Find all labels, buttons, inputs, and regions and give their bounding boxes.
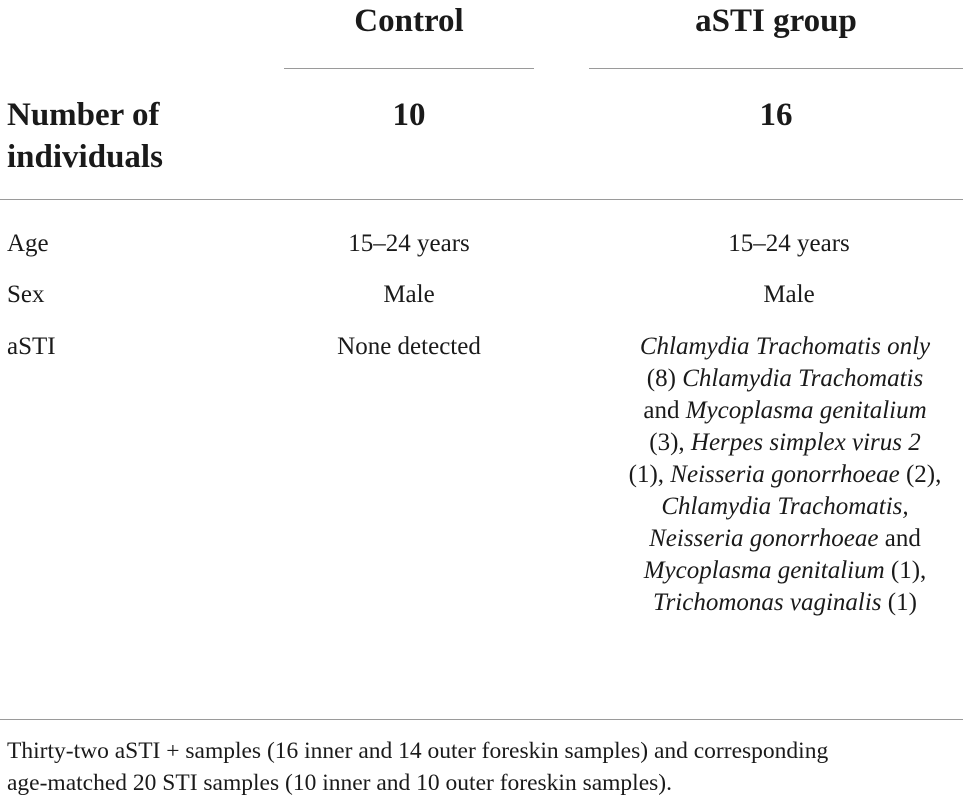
pathogen-name: Chlamydia Trachomatis, — [661, 493, 909, 520]
count-text: (8) — [646, 365, 683, 392]
asti-detail-line — [585, 523, 968, 555]
header-asti-group: aSTI group — [695, 3, 857, 39]
asti-detail-line — [585, 395, 968, 427]
asti-detail-cell — [585, 331, 968, 619]
pathogen-name: Chlamydia Trachomatis only — [639, 333, 931, 360]
footnote-line-1: Thirty-two aSTI + samples (16 inner and 14 outer foreskin samples) and corresponding — [7, 738, 829, 764]
count-text: and — [643, 397, 686, 424]
count-label-line2: individuals — [7, 139, 163, 175]
asti-detail-line — [585, 363, 968, 395]
pathogen-name: Neisseria gonorrhoeae — [649, 525, 879, 552]
header-control: Control — [354, 3, 464, 39]
pathogen-name: Neisseria gonorrhoeae — [670, 461, 900, 488]
pathogen-name: Trichomonas vaginalis — [653, 589, 882, 616]
sex-asti: Male — [763, 281, 815, 308]
asti-detail-line — [585, 331, 968, 363]
asti-detail-line — [585, 555, 968, 587]
count-row-label — [7, 94, 277, 178]
count-asti: 16 — [759, 97, 793, 133]
pathogen-name: Chlamydia Trachomatis — [682, 365, 924, 392]
table-footnote — [7, 735, 963, 799]
count-text: (1), — [884, 557, 927, 584]
pathogen-name: Mycoplasma genitalium — [643, 557, 885, 584]
asti-detail-line — [585, 587, 968, 619]
footnote-line-2: age-matched 20 STI samples (10 inner and 10 outer foreskin samples). — [7, 770, 672, 796]
asti-detail-line — [585, 491, 968, 523]
age-control: 15–24 years — [348, 230, 470, 257]
count-text: (3), — [649, 429, 691, 456]
count-control: 10 — [392, 97, 426, 133]
age-asti: 15–24 years — [728, 230, 850, 257]
section-rule — [0, 199, 963, 200]
header-rule-control — [284, 68, 534, 69]
asti-control: None detected — [337, 333, 481, 360]
pathogen-name: Herpes simplex virus 2 — [690, 429, 921, 456]
header-rule-asti — [589, 68, 963, 69]
sex-control: Male — [383, 281, 435, 308]
row-label-age: Age — [7, 230, 49, 257]
row-label-asti: aSTI — [7, 333, 56, 360]
row-label-sex: Sex — [7, 281, 45, 308]
count-label-line1: Number of — [7, 97, 160, 133]
pathogen-name: Mycoplasma genitalium — [685, 397, 927, 424]
count-text: (1), — [628, 461, 671, 488]
count-text: (1) — [881, 589, 917, 616]
count-text: and — [878, 525, 921, 552]
asti-detail-line — [585, 459, 968, 491]
table-bottom-rule — [0, 719, 963, 720]
count-text: (2), — [899, 461, 942, 488]
asti-detail-line — [585, 427, 968, 459]
